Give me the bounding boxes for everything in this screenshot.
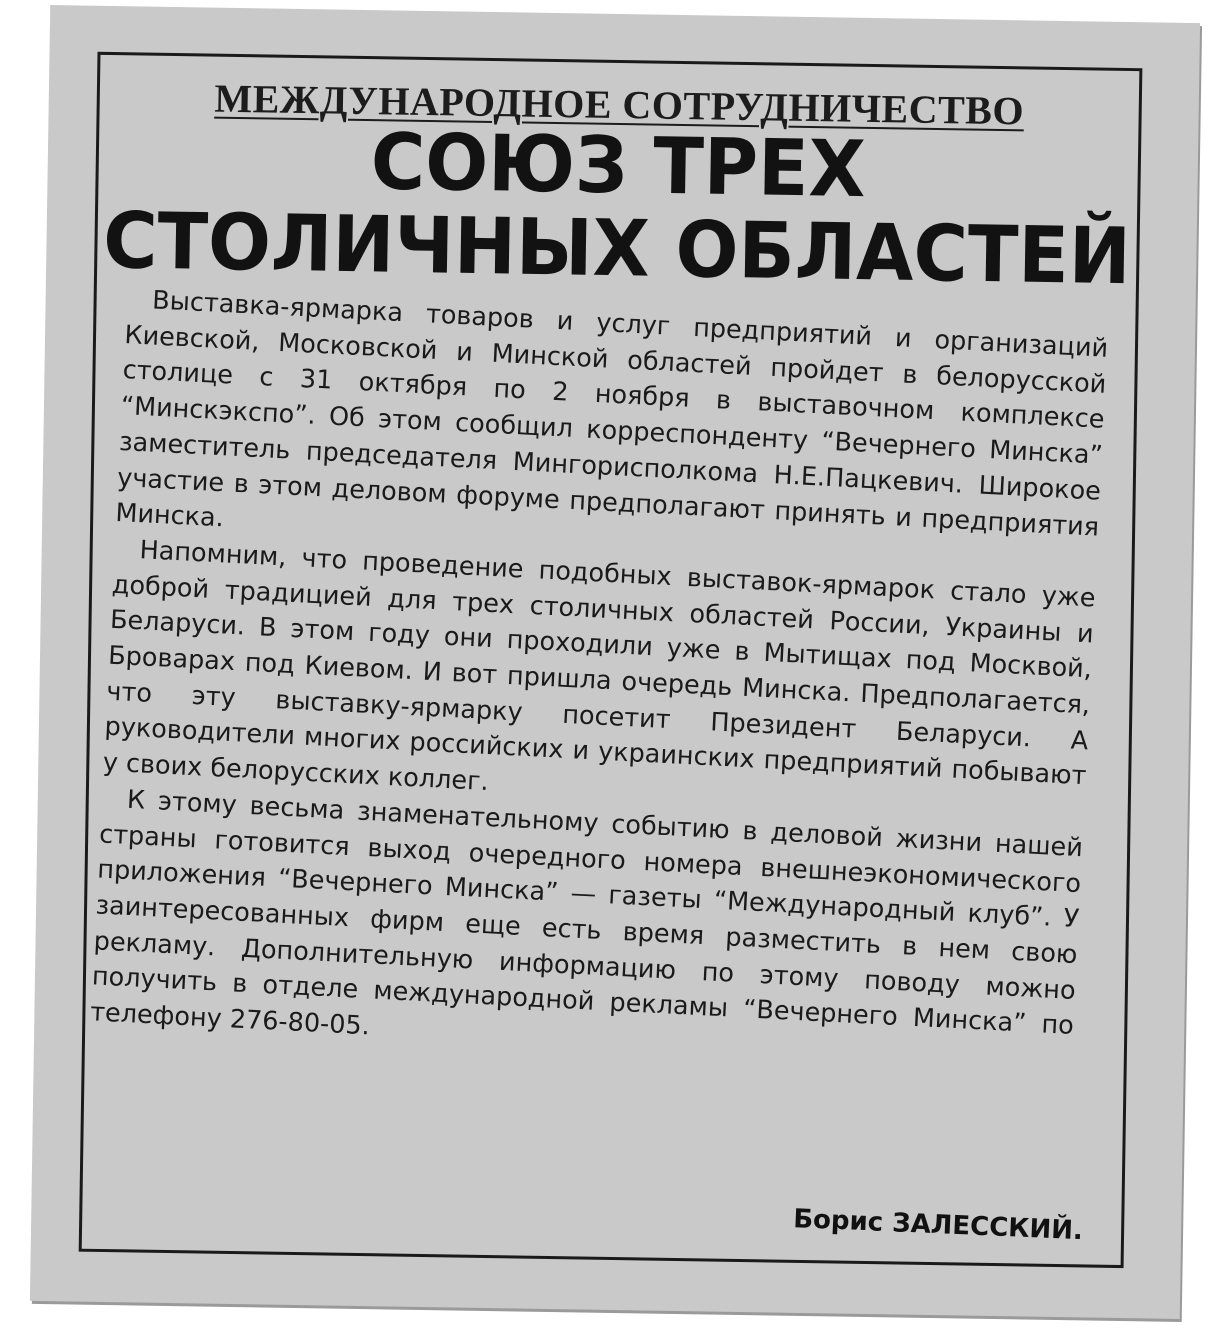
article-headline <box>97 116 1138 303</box>
article-frame <box>79 52 1143 1268</box>
article-paragraph-3: К этому весьма знаменательному событию в деловой жизни нашей страны готовится выход очередного номера внешнеэкономического приложения “Вечернего Минска” — газеты “Международный клуб”. У заинтересованных фирм еще есть время разместить в нем свою рекламу. Дополнительную информацию по этому поводу можно получить в отделе международной рекламы “Вечернего Минска” по телефону 276-80-05. <box>89 784 1084 1042</box>
headline-line-2: СТОЛИЧНЫХ ОБЛАСТЕЙ <box>102 196 1132 303</box>
article-paragraph-2: Напомним, что проведение подобных выставок-ярмарок стало уже доброй традицией для трех столичных областей России, Украины и Беларуси. В этом году они проходили уже в Мытищах под Москвой, Броварах под Киевом. И вот пришла очередь Минска. Предполагается, что эту выставку-ярмарку посетит Президент Беларуси. А руководители многих российских и украинских предприятий побывают у своих белорусских коллег. <box>102 535 1097 798</box>
article-body <box>89 282 1109 1081</box>
author-signature: Борис ЗАЛЕССКИЙ. <box>792 1204 1084 1247</box>
article-rubric: МЕЖДУНАРОДНОЕ СОТРУДНИЧЕСТВО <box>214 75 1025 134</box>
headline-line-1: СОЮЗ ТРЕХ <box>370 116 867 215</box>
newspaper-clipping <box>30 5 1200 1319</box>
article-paragraph-1: Выставка-ярмарка товаров и услуг предприятий и организаций Киевской, Московской и Минской областей пройдет в белорусской столице с 31 октября по 2 ноября в выставочном комплексе “Минскэкспо”. Об этом сообщил корреспонденту “Вечернего Минска” заместитель председателя Мингорисполкома Н.Е.Пацкевич. Широкое участие в этом деловом форуме предполагают принять и предприятия Минска. <box>114 285 1109 543</box>
